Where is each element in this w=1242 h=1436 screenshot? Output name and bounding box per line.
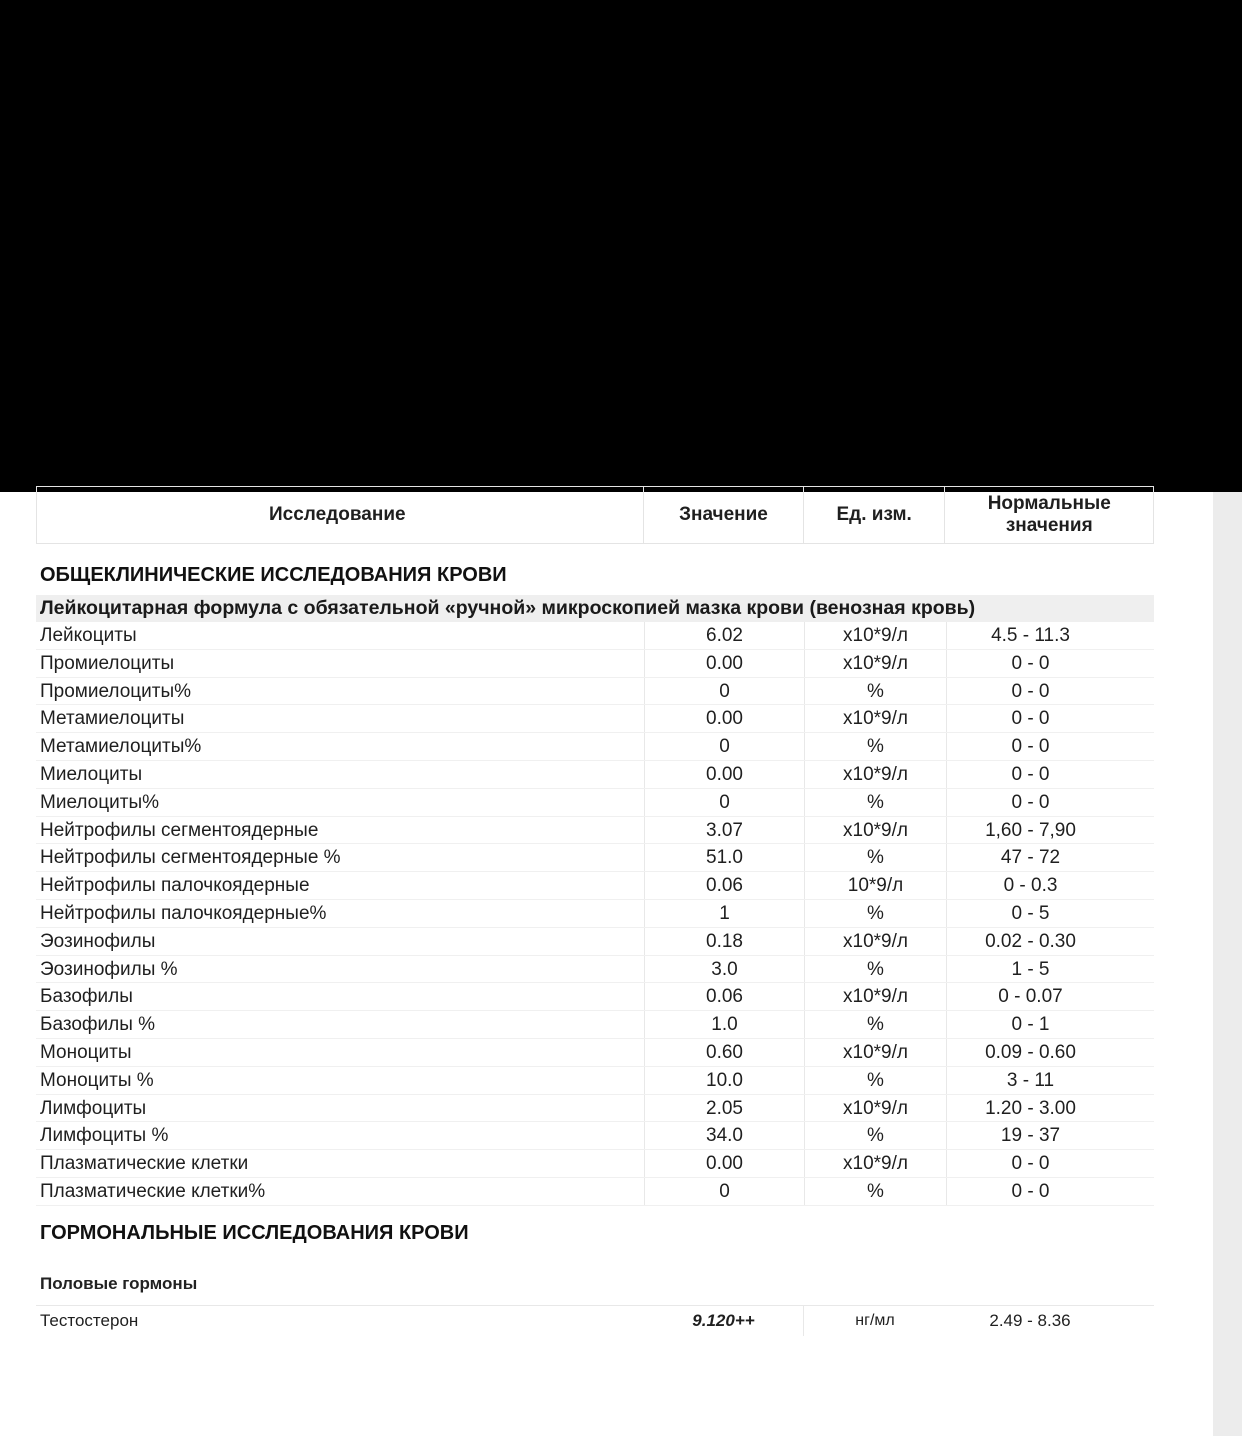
test-norm: 47 - 72 [946, 844, 1154, 871]
table-row [36, 1122, 1154, 1150]
test-value: 0 [644, 678, 804, 705]
table-row [36, 928, 1154, 956]
header-value: Значение [644, 487, 804, 543]
lab-report [36, 486, 1154, 1336]
header-unit: Ед. изм. [804, 487, 946, 543]
table-row [36, 622, 1154, 650]
test-value: 0 [644, 733, 804, 760]
test-unit: % [804, 678, 946, 705]
test-norm: 0 - 0.07 [946, 983, 1154, 1010]
test-value: 0.00 [644, 761, 804, 788]
test-norm: 0 - 0 [946, 705, 1154, 732]
test-unit: x10*9/л [804, 1095, 946, 1122]
test-norm: 0 - 0 [946, 678, 1154, 705]
test-name: Миелоциты [40, 763, 143, 785]
test-value: 34.0 [644, 1122, 804, 1149]
test-unit: % [804, 844, 946, 871]
test-unit: x10*9/л [804, 761, 946, 788]
table-row [36, 678, 1154, 706]
test-unit: x10*9/л [804, 705, 946, 732]
table-row [36, 733, 1154, 761]
test-name: Моноциты % [40, 1069, 154, 1091]
test-name: Промиелоциты% [40, 680, 192, 702]
table-header [36, 486, 1154, 544]
test-name: Промиелоциты [40, 652, 175, 674]
test-name: Метамиелоциты% [40, 736, 202, 758]
test-value: 0.06 [644, 983, 804, 1010]
test-unit: нг/мл [855, 1311, 895, 1329]
test-name: Нейтрофилы сегментоядерные % [40, 847, 341, 869]
test-value: 0.00 [644, 1150, 804, 1177]
test-value: 0.18 [644, 928, 804, 955]
test-value: 2.05 [644, 1095, 804, 1122]
test-value: 51.0 [644, 844, 804, 871]
table-row [36, 1039, 1154, 1067]
test-unit: % [804, 1011, 946, 1038]
redacted-area [0, 0, 1242, 492]
test-name: Нейтрофилы палочкоядерные% [40, 902, 327, 924]
test-unit: x10*9/л [804, 928, 946, 955]
test-unit: % [804, 789, 946, 816]
table-row [36, 761, 1154, 789]
test-unit: % [804, 1122, 946, 1149]
test-norm: 0.02 - 0.30 [946, 928, 1154, 955]
test-name: Плазматические клетки% [40, 1180, 266, 1202]
table-row [36, 1306, 1154, 1336]
test-unit: x10*9/л [804, 1150, 946, 1177]
test-name: Нейтрофилы палочкоядерные [40, 875, 310, 897]
test-norm: 0.09 - 0.60 [946, 1039, 1154, 1066]
test-value: 0.00 [644, 650, 804, 677]
test-unit: % [804, 1178, 946, 1205]
test-unit: % [804, 733, 946, 760]
header-study: Исследование [37, 487, 644, 543]
test-value: 3.07 [644, 817, 804, 844]
scrollbar-track[interactable] [1213, 492, 1242, 1436]
test-norm: 0 - 1 [946, 1011, 1154, 1038]
section-title-hormonal: ГОРМОНАЛЬНЫЕ ИССЛЕДОВАНИЯ КРОВИ [40, 1221, 469, 1244]
test-norm: 0 - 5 [946, 900, 1154, 927]
test-norm: 3 - 11 [946, 1067, 1154, 1094]
test-name: Метамиелоциты [40, 708, 185, 730]
test-unit: x10*9/л [804, 1039, 946, 1066]
test-norm: 1,60 - 7,90 [946, 817, 1154, 844]
header-norm-line2: значения [1005, 515, 1093, 536]
table-row [36, 1011, 1154, 1039]
test-norm: 2.49 - 8.36 [989, 1310, 1071, 1330]
test-unit: % [804, 956, 946, 983]
test-norm: 0 - 0.3 [946, 872, 1154, 899]
table-row [36, 872, 1154, 900]
test-unit: x10*9/л [804, 622, 946, 649]
test-value: 3.0 [644, 956, 804, 983]
test-norm: 1 - 5 [946, 956, 1154, 983]
header-norm-line1: Нормальные [987, 493, 1111, 514]
results-table [36, 622, 1154, 1206]
test-name: Эозинофилы [40, 930, 156, 952]
test-value: 0 [644, 1178, 804, 1205]
test-name: Нейтрофилы сегментоядерные [40, 819, 319, 841]
hormones-table [36, 1305, 1154, 1336]
test-norm: 0 - 0 [946, 733, 1154, 760]
table-row [36, 705, 1154, 733]
table-row [36, 844, 1154, 872]
table-row [36, 650, 1154, 678]
test-name: Тестостерон [40, 1310, 139, 1330]
test-name: Базофилы % [40, 1014, 156, 1036]
test-name: Миелоциты% [40, 791, 159, 813]
test-name: Плазматические клетки [40, 1153, 249, 1175]
test-value: 0.00 [644, 705, 804, 732]
test-unit: % [804, 1067, 946, 1094]
header-norm [945, 487, 1153, 543]
table-row [36, 983, 1154, 1011]
table-row [36, 817, 1154, 845]
test-unit: x10*9/л [804, 983, 946, 1010]
test-value: 0 [644, 789, 804, 816]
test-name: Лимфоциты % [40, 1125, 169, 1147]
test-value: 1.0 [644, 1011, 804, 1038]
test-value: 0.60 [644, 1039, 804, 1066]
test-name: Лимфоциты [40, 1097, 147, 1119]
table-row [36, 1095, 1154, 1123]
test-norm: 4.5 - 11.3 [946, 622, 1154, 649]
group-title-sex-hormones: Половые гормоны [40, 1273, 198, 1293]
test-value: 10.0 [644, 1067, 804, 1094]
test-name: Лейкоциты [40, 625, 137, 646]
test-unit: 10*9/л [804, 872, 946, 899]
test-name: Эозинофилы % [40, 958, 178, 980]
test-norm: 0 - 0 [946, 1178, 1154, 1205]
test-norm: 0 - 0 [946, 1150, 1154, 1177]
table-row [36, 900, 1154, 928]
test-value: 9.120++ [644, 1306, 804, 1336]
test-norm: 0 - 0 [946, 761, 1154, 788]
test-norm: 19 - 37 [946, 1122, 1154, 1149]
test-name: Базофилы [40, 986, 133, 1008]
test-norm: 0 - 0 [946, 650, 1154, 677]
test-unit: x10*9/л [804, 650, 946, 677]
table-row [36, 1150, 1154, 1178]
group-title-leukocyte: Лейкоцитарная формула с обязательной «ручной» микроскопией мазка крови (венозная кровь) [36, 595, 1154, 622]
section-title-general: ОБЩЕКЛИНИЧЕСКИЕ ИССЛЕДОВАНИЯ КРОВИ [40, 564, 507, 586]
table-row [36, 789, 1154, 817]
test-value: 1 [644, 900, 804, 927]
test-unit: % [804, 900, 946, 927]
test-value: 0.06 [644, 872, 804, 899]
table-row [36, 1067, 1154, 1095]
test-unit: x10*9/л [804, 817, 946, 844]
test-value: 6.02 [644, 622, 804, 649]
test-name: Моноциты [40, 1041, 132, 1063]
test-norm: 0 - 0 [946, 789, 1154, 816]
table-row [36, 1178, 1154, 1206]
test-norm: 1.20 - 3.00 [946, 1095, 1154, 1122]
table-row [36, 956, 1154, 984]
